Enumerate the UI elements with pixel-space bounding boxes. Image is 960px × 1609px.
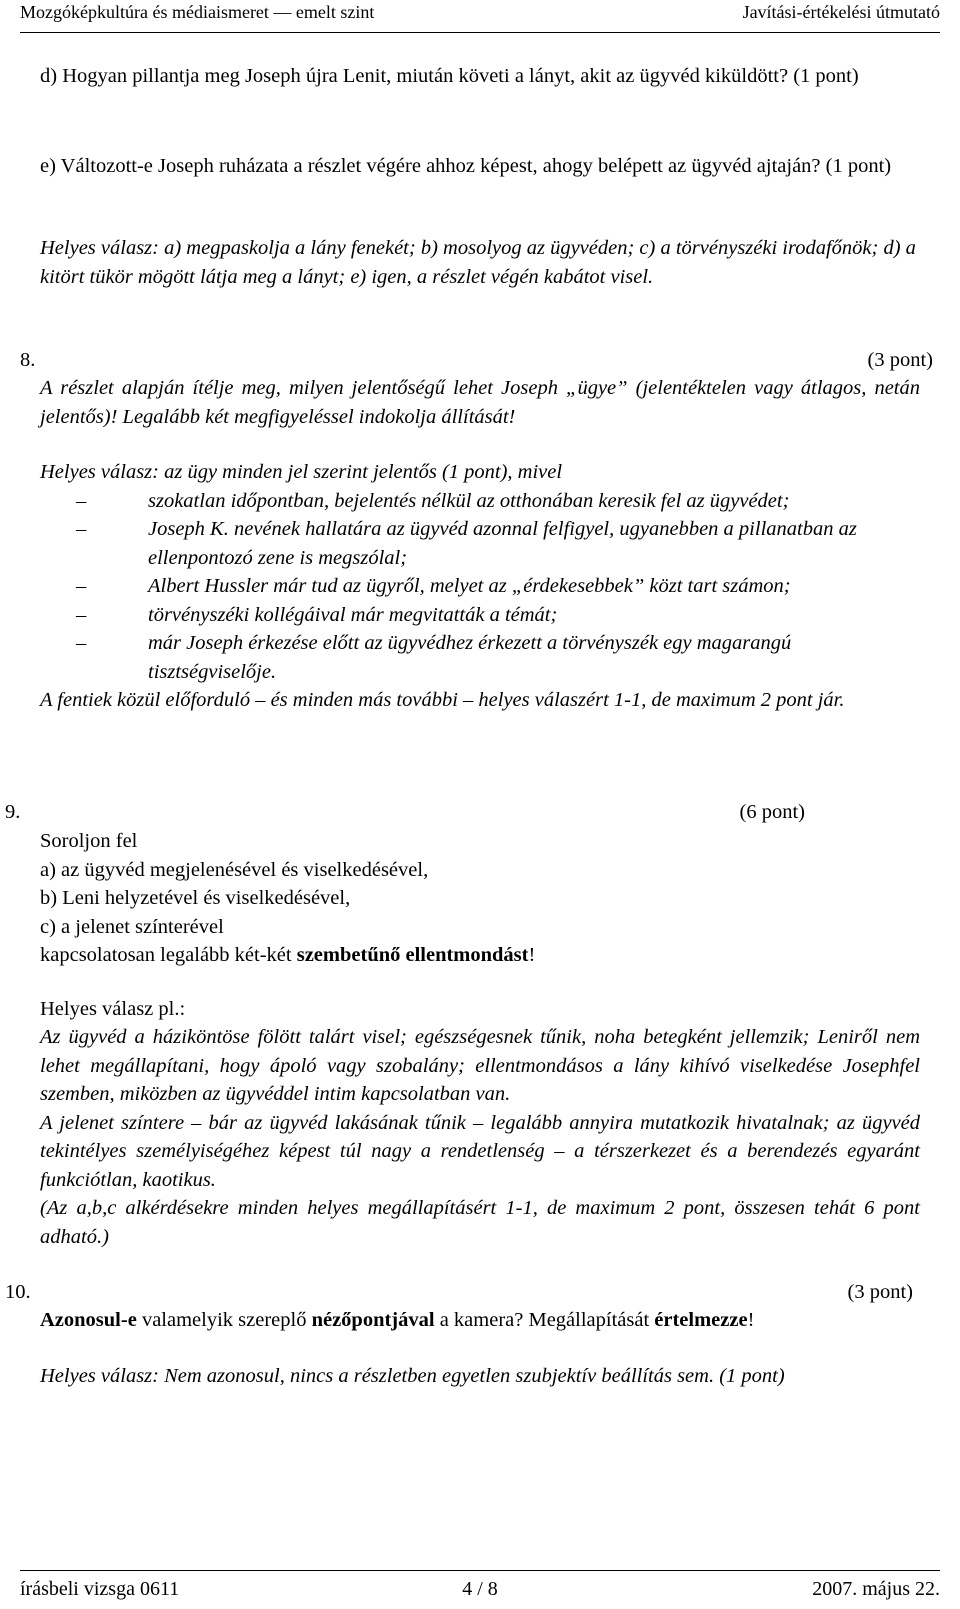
q8-answer-item [40,515,920,572]
q7-subquestion-d [40,62,920,91]
q9-answer-paragraph: A jelenet színtere – bár az ügyvéd lakásának tűnik – legalább annyira mutatkozik hivatalnak; az ügyvéd tekintélyes személyiségéhez képest túl nagy a rendetlenség – a térszerkezet és a berendezés egyaránt funkciótlan, kaotikus. [40,1111,920,1191]
dash-marker: – [76,518,87,540]
q8-answer-item-text: Albert Hussler már tud az ügyről, melyet az „érdekesebbek” közt tart számon; [148,575,791,597]
footer-rule [20,1570,940,1571]
page-footer [20,1575,940,1603]
footer-page-number: 4 / 8 [462,1578,498,1600]
q10-bold-1: Azonosul-e [40,1309,137,1331]
q10-text-2: a kamera? Megállapítását [434,1309,655,1331]
q10-text-3: ! [747,1309,755,1331]
q8-points: (3 pont) [867,349,933,371]
q8-answer-item [40,601,920,630]
q9-answer-label [40,995,920,1024]
q8-answer-item [40,629,920,686]
footer-date: 2007. május 22. [812,1578,940,1600]
q8-number: 8. [20,349,36,371]
q8-answer-item-text: Joseph K. nevének hallatára az ügyvéd azonnal felfigyel, ugyanebben a pillanatban az ellenpontozó zene is megszólal; [148,518,857,569]
q10-text-1: valamelyik szereplő [136,1309,312,1331]
q9-line: Soroljon fel [40,830,138,852]
q10-answer [40,1362,920,1391]
header-title: Mozgóképkultúra és médiaismeret — emelt szint [20,2,375,22]
q9-points: (6 pont) [739,801,805,823]
footer-exam-code: írásbeli vizsga 0611 [20,1578,180,1600]
q9-answer-paragraph: Az ügyvéd a háziköntöse fölött talárt visel; egészségesnek tűnik, noha betegként jellemzik; Leniről nem lehet megállapítani, hogy ápoló vagy szobalány; ellentmondásos a lány kihívó viselkedése Josephfel szemben, miközben az ügyvéddel intim kapcsolatban van. [40,1026,920,1105]
q8-answer-item-text: törvényszéki kollégáival már megvitatták a témát; [148,603,558,626]
page-header [20,0,940,28]
q9-last-bold: szembetűnő ellentmondást [296,944,529,966]
q10-number: 10. [5,1281,31,1303]
q9-answer-label-text: Helyes válasz pl.: [40,998,186,1020]
q9-line: a) az ügyvéd megjelenésével és viselkedésével, [40,858,429,881]
q8-answer-item [40,487,920,516]
q8-answer-intro: Helyes válasz: az ügy minden jel szerint jelentős (1 pont), mivel [40,461,563,483]
q9-line [40,941,920,970]
q7-answer-text: Helyes válasz: a) megpaskolja a lány fenekét; b) mosolyog az ügyvéden; c) a törvényszéki irodafőnök; d) a kitört tükör mögött látja meg a lányt; e) igen, a részlet végén kabátot visel. [40,237,916,288]
q8-answer-item [40,572,920,601]
q7-d-text: d) Hogyan pillantja meg Joseph újra Lenit, miután követi a lányt, akit az ügyvéd kiküldött? (1 pont) [40,65,859,87]
header-subtitle: Javítási-értékelési útmutató [742,2,940,22]
q9-line: c) a jelenet színterével [40,915,224,938]
q8-answer-item-text: szokatlan időpontban, bejelentés nélkül az otthonában keresik fel az ügyvédet; [148,489,790,512]
q10-points: (3 pont) [847,1281,913,1303]
q10-bold-3: értelmezze [654,1309,748,1331]
q8-question [40,374,920,431]
dash-marker: – [76,603,87,626]
q8-scoring-note: A fentiek közül előforduló – és minden más további – helyes válaszért 1-1, de maximum 2 pont jár. [40,689,845,711]
q8-question-text: A részlet alapján ítélje meg, milyen jelentőségű lehet Joseph „ügye” (jelentéktelen vagy átlagos, netán jelentős)! Legalább két megfigyeléssel indokolja állítását! [40,377,920,428]
q9-question [40,827,920,970]
q9-answer-paragraph: (Az a,b,c alkérdésekre minden helyes megállapításért 1-1, de maximum 2 pont, összesen tehát 6 pont adható.) [40,1197,920,1248]
q9-answer [40,1023,920,1251]
dash-marker: – [76,575,87,597]
q10-answer-text: Helyes válasz: Nem azonosul, nincs a részletben egyetlen szubjektív beállítás sem. (1 pont) [40,1365,785,1387]
q10-question-text [40,1306,920,1335]
q7-subquestion-e [40,152,920,181]
q10-bold-2: nézőpontjával [311,1309,435,1331]
q9-number: 9. [5,801,21,823]
dash-marker: – [76,632,87,654]
header-rule [20,32,940,33]
q8-answer-item-text: már Joseph érkezése előtt az ügyvédhez érkezett a törvényszék egy magarangú tisztségviselője. [148,632,792,683]
q7-answer [40,234,920,291]
q7-e-text: e) Változott-e Joseph ruházata a részlet végére ahhoz képest, ahogy belépett az ügyvéd ajtaján? (1 pont) [40,155,892,177]
q9-last-post: ! [528,944,536,966]
q9-line: b) Leni helyzetével és viselkedésével, [40,887,351,909]
q10-question [40,1306,920,1335]
dash-marker: – [76,489,87,512]
q8-answer [40,458,920,715]
q9-last-pre: kapcsolatosan legalább két-két [40,944,297,966]
